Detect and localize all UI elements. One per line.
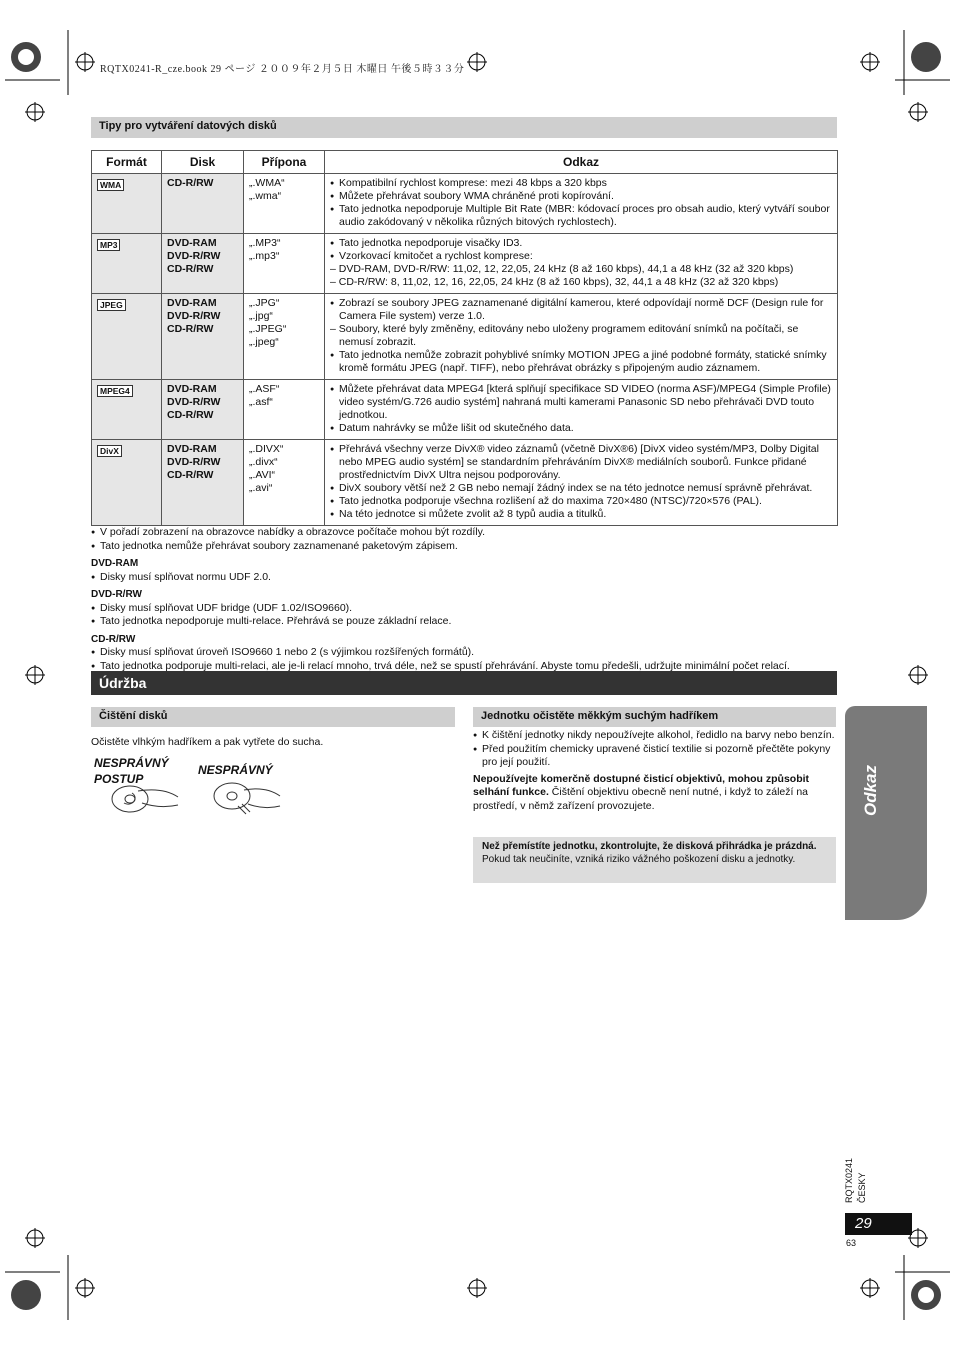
file-extension: „.JPEG“: [249, 323, 287, 335]
format-badge: MPEG4: [97, 385, 133, 397]
reference-cell: [325, 294, 838, 380]
reference-item: ● Tato jednotka nemůže zobrazit pohyblivé snímky MOTION JPEG a jiné podobné formáty, statické snímky kromě formátu JPEG (např. TIFF), nebo přehrávat obrázky s připojeným audio záznamem.: [330, 349, 832, 375]
note-item: ● Disky musí splňovat úroveň ISO9660 1 nebo 2 (s výjimkou rozšířených formátů).: [91, 646, 851, 660]
file-extension: „.mp3“: [249, 250, 280, 262]
reference-cell: [325, 174, 838, 234]
file-extension: „.jpg“: [249, 310, 273, 322]
move-warning-text: Pokud tak neučiníte, vzniká riziko vážného poškození disku a jednotky.: [482, 854, 796, 865]
disk-type: DVD-RAM: [167, 237, 217, 249]
col-header-extension: Přípona: [244, 151, 325, 174]
disk-type: DVD-R/RW: [167, 250, 221, 262]
wrong-method-label: NESPRÁVNÝ POSTUP: [94, 756, 169, 786]
reference-item: – Soubory, které byly změněny, editovány nebo uloženy programem editování snímků na počítači, se nemusí zobrazit.: [330, 323, 799, 348]
reference-item: ● Vzorkovací kmitočet a rychlost komprese:: [330, 250, 832, 263]
format-cell: [92, 174, 162, 234]
wrong-label: NESPRÁVNÝ: [198, 763, 273, 777]
reference-item: ● Zobrazí se soubory JPEG zaznamenané digitální kamerou, které odpovídají normě DCF (Design rule for Camera File system) verze 1.0.: [330, 297, 832, 323]
format-badge: MP3: [97, 239, 120, 251]
reference-item: ● Tato jednotka nepodporuje Multiple Bit Rate (MBR: kódovací proces pro obsah audio, který vytváří soubor audio zakódovaný v několika různých bitových rychlostech).: [330, 203, 832, 229]
tips-title-bar: Tipy pro vytváření datových disků: [91, 117, 837, 138]
format-badge: JPEG: [97, 299, 126, 311]
footer-model: RQTX0241: [844, 1157, 854, 1203]
maintenance-title-bar: Údržba: [91, 671, 837, 695]
reference-cell: [325, 440, 838, 526]
reference-item: – DVD-RAM, DVD-R/RW: 11,02, 12, 22,05, 24 kHz (8 až 160 kbps), 44,1 a 48 kHz (32 až 320 kbps): [330, 263, 794, 275]
file-extension: „.divx“: [249, 456, 278, 468]
extension-cell: [244, 294, 325, 380]
extension-cell: [244, 234, 325, 294]
disk-type: CD-R/RW: [167, 469, 214, 481]
note-item: ● Tato jednotka nemůže přehrávat soubory zaznamenané paketovým zápisem.: [91, 540, 851, 554]
disk-type: DVD-RAM: [167, 383, 217, 395]
note-item: ● V pořadí zobrazení na obrazovce nabídky a obrazovce počítače mohou být rozdíly.: [91, 526, 851, 540]
file-extension: „.JPG“: [249, 297, 280, 309]
format-badge: DivX: [97, 445, 122, 457]
section-side-tab: [845, 706, 927, 920]
reference-item: ● DivX soubory větší než 2 GB nebo nemají žádný index se na této jednotce nemusí správně přehrávat.: [330, 482, 832, 495]
unit-cleaning-item: ● Před použitím chemicky upravené čisticí textilie si pozorně přečtěte pokyny pro její použití.: [473, 743, 835, 770]
note-item: ● Disky musí splňovat normu UDF 2.0.: [91, 571, 851, 585]
disk-type: CD-R/RW: [167, 323, 214, 335]
file-extension: „.AVI“: [249, 469, 276, 481]
extension-cell: [244, 440, 325, 526]
disk-type: DVD-R/RW: [167, 456, 221, 468]
table-row: [92, 440, 838, 526]
lens-warning-text: Čištění objektivu obecně není nutné, i když to záleží na prostředí, v němž zařízení provozujete.: [473, 786, 809, 812]
unit-cleaning-list: [473, 729, 835, 813]
format-cell: [92, 380, 162, 440]
note-heading-dvd-rrw: DVD-R/RW: [91, 589, 142, 600]
disc-wipe-radial-icon: [208, 780, 283, 816]
reference-cell: [325, 380, 838, 440]
disk-type: CD-R/RW: [167, 409, 214, 421]
note-item: ● Tato jednotka podporuje multi-relaci, ale je-li relací mnoho, trvá déle, než se spustí přehrávání. Abyste tomu předešli, udržujte minimální počet relací.: [91, 660, 851, 674]
disk-type: DVD-RAM: [167, 297, 217, 309]
disk-type: CD-R/RW: [167, 263, 214, 275]
extension-cell: [244, 380, 325, 440]
reference-item: ● Tato jednotka podporuje všechna rozlišení až do maxima 720×480 (NTSC)/720×576 (PAL).: [330, 495, 832, 508]
disk-cell: [162, 294, 244, 380]
move-warning-bold: Než přemístíte jednotku, zkontrolujte, že disková přihrádka je prázdná.: [482, 841, 817, 852]
disk-type: DVD-RAM: [167, 443, 217, 455]
print-header-line: RQTX0241-R_cze.book 29 ページ ２００９年２月５日 木曜日 午後５時３３分: [100, 64, 465, 75]
col-header-reference: Odkaz: [325, 151, 838, 174]
file-extension: „.DIVX“: [249, 443, 284, 455]
disk-type: DVD-R/RW: [167, 310, 221, 322]
move-unit-warning: [473, 837, 836, 883]
reference-item: ● Datum nahrávky se může lišit od skutečného data.: [330, 422, 832, 435]
disk-type: CD-R/RW: [167, 177, 214, 189]
format-cell: [92, 294, 162, 380]
disc-cleaning-title: Čištění disků: [91, 707, 455, 727]
disk-cell: [162, 234, 244, 294]
col-header-format: Formát: [92, 151, 162, 174]
reference-item: ● Můžete přehrávat soubory WMA chráněné proti kopírování.: [330, 190, 832, 203]
note-heading-dvd-ram: DVD-RAM: [91, 558, 139, 569]
disk-type: DVD-R/RW: [167, 396, 221, 408]
file-extension: „.ASF“: [249, 383, 280, 395]
reference-item: ● Přehrává všechny verze DivX® video záznamů (včetně DivX®6) [DivX video systém/MP3, Dolby Digital nebo MPEG audio systém] se standardním přehráváním DivX® mediálních souborů. Funkce přidané prostřednictvím DivX Ultra nejsou podporovány.: [330, 443, 832, 482]
note-item: ● Disky musí splňovat UDF bridge (UDF 1.02/ISO9660).: [91, 602, 851, 616]
reference-cell: [325, 234, 838, 294]
disk-cell: [162, 380, 244, 440]
format-cell: [92, 234, 162, 294]
file-extension: „.wma“: [249, 190, 282, 202]
file-extension: „.asf“: [249, 396, 273, 408]
note-heading-cd-rrw: CD-R/RW: [91, 633, 136, 645]
file-extension: „.WMA“: [249, 177, 285, 189]
disc-cleaning-text: Očistěte vlhkým hadříkem a pak vytřete do sucha.: [91, 736, 324, 748]
footer-language: ČESKY: [857, 1172, 867, 1203]
file-extension: „.MP3“: [249, 237, 281, 249]
unit-cleaning-title: Jednotku očistěte měkkým suchým hadříkem: [473, 707, 836, 727]
reference-item: – CD-R/RW: 8, 11,02, 12, 16, 22,05, 24 kHz (8 až 160 kbps), 32, 44,1 a 48 kHz (32 až 320 kbps): [330, 276, 779, 288]
reference-item: ● Na této jednotce si můžete zvolit až 8 typů audia a titulků.: [330, 508, 832, 521]
sub-page-number: 63: [846, 1238, 857, 1248]
reference-item: ● Kompatibilní rychlost komprese: mezi 48 kbps a 320 kbps: [330, 177, 832, 190]
table-row: [92, 294, 838, 380]
disc-wipe-circular-icon: [108, 783, 183, 815]
lens-cleaner-warning: [473, 773, 835, 814]
page-number: 29: [845, 1213, 912, 1235]
formats-table: [91, 150, 838, 526]
disc-notes: [91, 526, 851, 673]
note-item: ● Tato jednotka nepodporuje multi-relace. Přehrává se pouze základní relace.: [91, 615, 851, 629]
unit-cleaning-item: ● K čištění jednotky nikdy nepoužívejte alkohol, ředidlo na barvy nebo benzín.: [473, 729, 835, 743]
table-row: [92, 234, 838, 294]
disk-cell: [162, 440, 244, 526]
reference-item: ● Tato jednotka nepodporuje visačky ID3.: [330, 237, 832, 250]
reference-item: ● Můžete přehrávat data MPEG4 [která splňují specifikace SD VIDEO (norma ASF)/MPEG4 (Simple Profile) video systém/G.726 audio systém] nahraná multi kamerami Panasonic SD nebo přehrávači DVD touto jednotkou.: [330, 383, 832, 422]
file-extension: „.jpeg“: [249, 336, 279, 348]
table-row: [92, 380, 838, 440]
table-header-row: [92, 151, 838, 174]
format-cell: [92, 440, 162, 526]
lens-warning-bold: Nepoužívejte komerčně dostupné čisticí objektivů, mohou způsobit selhání funkce.: [473, 772, 810, 798]
format-badge: WMA: [97, 179, 124, 191]
file-extension: „.avi“: [249, 482, 273, 494]
col-header-disk: Disk: [162, 151, 244, 174]
side-tab-label: Odkaz: [861, 764, 880, 816]
table-row: [92, 174, 838, 234]
extension-cell: [244, 174, 325, 234]
disk-cell: [162, 174, 244, 234]
